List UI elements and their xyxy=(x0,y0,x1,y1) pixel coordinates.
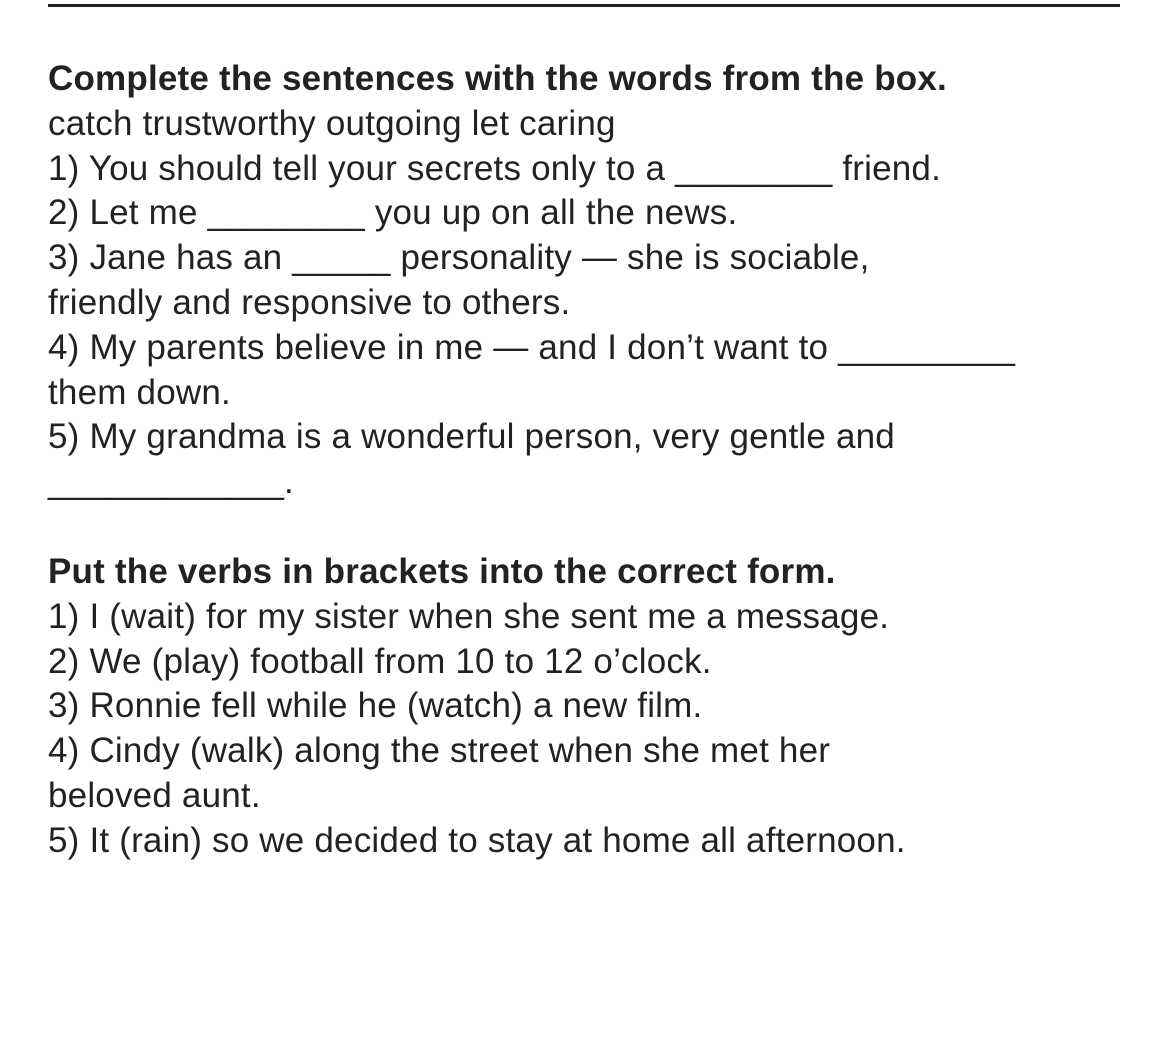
exercise-1-line: 4) My parents believe in me — and I don’t want to _________ xyxy=(48,327,1016,367)
exercise-1-line: 3) Jane has an _____ personality — she is sociable, xyxy=(48,238,870,278)
exercise-1-line: friendly and responsive to others. xyxy=(48,282,571,322)
word-box: catch trustworthy outgoing let caring xyxy=(48,103,616,143)
exercise-1-line: 2) Let me ________ you up on all the news. xyxy=(48,193,738,233)
exercise-verb-forms xyxy=(48,550,1128,864)
exercise-2-heading: Put the verbs in brackets into the correct form. xyxy=(48,551,836,591)
exercise-1-line: ____________. xyxy=(48,462,294,502)
section-spacer xyxy=(48,505,1128,550)
exercise-1-line: them down. xyxy=(48,372,231,412)
exercise-2-line: 3) Ronnie fell while he (watch) a new film. xyxy=(48,686,703,726)
worksheet xyxy=(48,57,1128,864)
exercise-1-heading: Complete the sentences with the words from the box. xyxy=(48,59,947,98)
top-divider xyxy=(48,4,1120,7)
exercise-2-line: 5) It (rain) so we decided to stay at home all afternoon. xyxy=(48,820,906,860)
exercise-2-line: 2) We (play) football from 10 to 12 o’clock. xyxy=(48,641,712,681)
exercise-2-line: 1) I (wait) for my sister when she sent me a message. xyxy=(48,596,890,636)
exercise-1-line: 1) You should tell your secrets only to a ________ friend. xyxy=(48,148,942,188)
exercise-2-line: beloved aunt. xyxy=(48,775,261,815)
exercise-1-line: 5) My grandma is a wonderful person, very gentle and xyxy=(48,417,895,457)
exercise-2-line: 4) Cindy (walk) along the street when she met her xyxy=(48,731,831,771)
exercise-fill-in-words xyxy=(48,57,1128,505)
